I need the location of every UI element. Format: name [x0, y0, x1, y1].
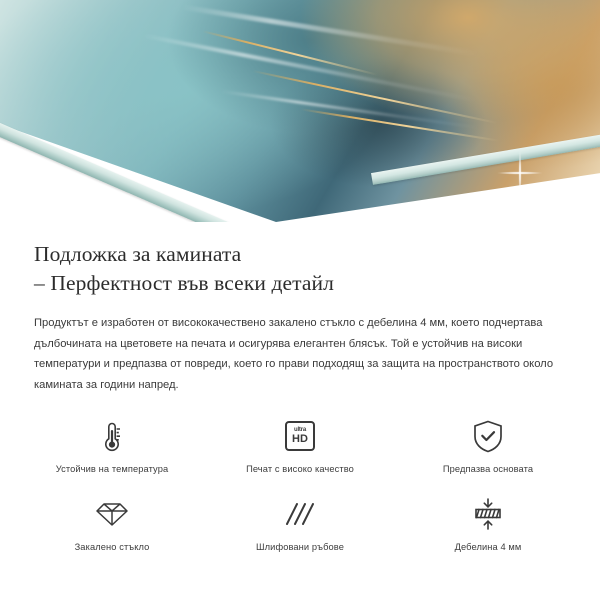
hero-image	[0, 0, 600, 222]
feature-label: Закалено стъкло	[74, 542, 150, 552]
page-title	[34, 240, 566, 298]
feature-label: Устойчив на температура	[55, 464, 169, 474]
polished-edges-icon	[283, 493, 317, 535]
feature-item-tempered-glass	[18, 493, 206, 571]
headline-line-2: – Перфектност във всеки детайл	[34, 271, 334, 295]
thickness-icon	[471, 493, 505, 535]
content-section	[0, 222, 600, 395]
body-paragraph: Продуктът е изработен от висококачествено закалено стъкло с дебелина 4 мм, което подчертава дълбочината на цветовете на печата и осигурява елегантен блясък. Той е устойчив на високи температури и предпазва от повреди, което го прави подходящ за защита на пространството около камината за години напред.	[34, 317, 554, 391]
feature-item-thickness	[394, 493, 582, 571]
feature-label: Шлифовани ръбове	[256, 542, 344, 552]
feature-label: Предпазва основата	[442, 464, 534, 474]
feature-item-print-quality	[206, 415, 394, 493]
feature-item-polished-edges	[206, 493, 394, 571]
diamond-icon	[95, 493, 129, 535]
feature-grid	[0, 415, 600, 571]
feature-label: Дебелина 4 мм	[454, 542, 522, 552]
shield-check-icon	[472, 415, 504, 457]
feature-item-protects-base	[394, 415, 582, 493]
ultra-hd-icon: ultra HD	[285, 415, 315, 457]
headline-line-1: Подложка за камината	[34, 242, 242, 266]
feature-label: Печат с високо качество	[246, 464, 354, 474]
thermometer-icon	[97, 415, 127, 457]
sparkle-icon	[520, 186, 546, 212]
feature-item-temperature	[18, 415, 206, 493]
